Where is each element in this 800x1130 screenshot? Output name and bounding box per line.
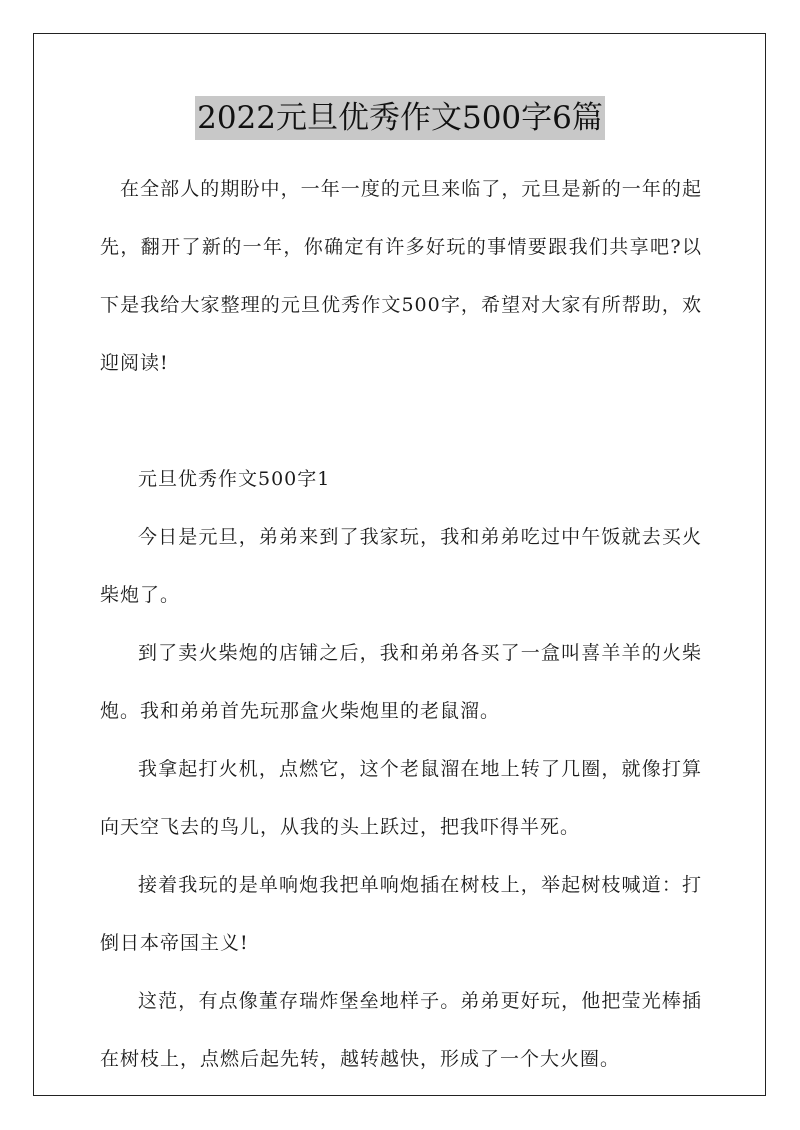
blank-line	[100, 392, 702, 450]
document-title: 2022元旦优秀作文500字6篇	[195, 96, 605, 140]
section-heading: 元旦优秀作文500字1	[138, 468, 331, 490]
body-paragraph: 接着我玩的是单响炮我把单响炮插在树枝上，举起树枝喊道：打倒日本帝国主义!	[100, 874, 702, 954]
body-paragraph: 今日是元旦，弟弟来到了我家玩，我和弟弟吃过中午饭就去买火柴炮了。	[100, 526, 702, 606]
body-paragraph: 我拿起打火机，点燃它，这个老鼠溜在地上转了几圈，就像打算向天空飞去的鸟儿，从我的头上跃过，把我吓得半死。	[100, 758, 702, 838]
intro-paragraph: 在全部人的期盼中，一年一度的元旦来临了，元旦是新的一年的起先，翻开了新的一年，你确定有许多好玩的事情要跟我们共享吧?以下是我给大家整理的元旦优秀作文500字，希望对大家有所帮助，欢迎阅读!	[100, 178, 702, 374]
body-paragraph: 这范，有点像董存瑞炸堡垒地样子。弟弟更好玩，他把莹光棒插在树枝上，点燃后起先转，越转越快，形成了一个大火圈。	[100, 990, 702, 1070]
document-body	[100, 160, 702, 1088]
body-paragraph: 到了卖火柴炮的店铺之后，我和弟弟各买了一盒叫喜羊羊的火柴炮。我和弟弟首先玩那盒火柴炮里的老鼠溜。	[100, 642, 702, 722]
title-container	[0, 96, 800, 140]
